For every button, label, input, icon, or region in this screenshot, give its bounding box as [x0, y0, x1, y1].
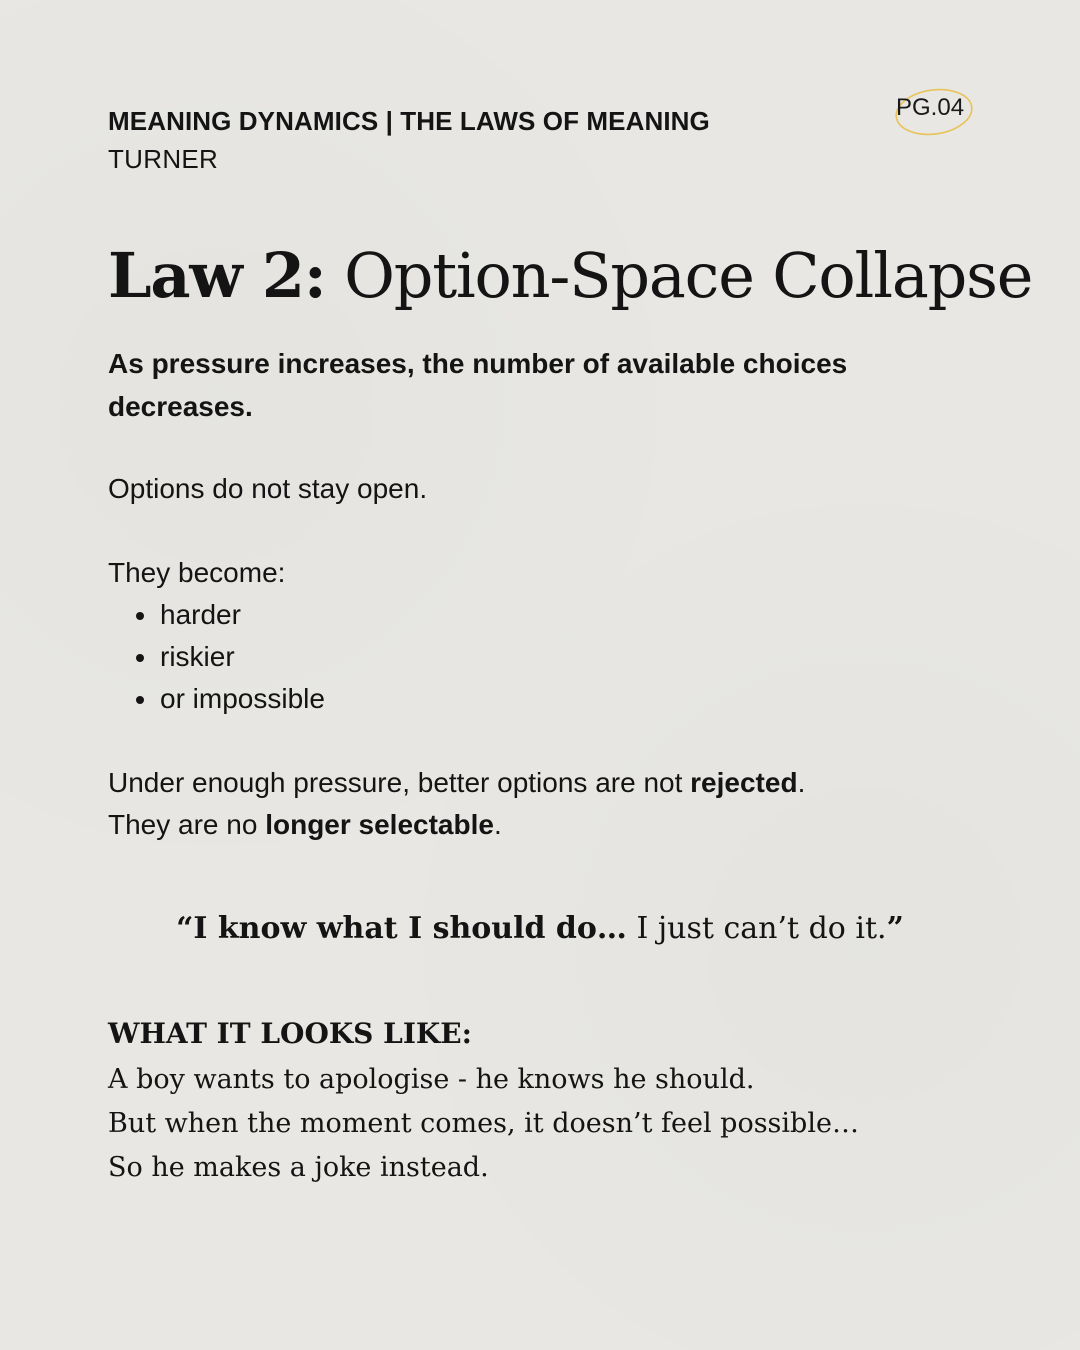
- options-line: Options do not stay open.: [108, 473, 428, 504]
- example-line: But when the moment comes, it doesn’t feel possible…: [108, 1108, 859, 1139]
- page-badge: [894, 86, 978, 134]
- list-item-text: or impossible: [160, 683, 325, 714]
- list-item-text: harder: [160, 599, 241, 630]
- bullet-icon: [136, 654, 144, 662]
- example-line: So he makes a joke instead.: [108, 1152, 489, 1183]
- author-name: TURNER: [108, 144, 219, 174]
- series-title: MEANING DYNAMICS | THE LAWS OF MEANING: [108, 106, 710, 136]
- quote-closing-mark: ”: [886, 911, 904, 946]
- bullet-icon: [136, 612, 144, 620]
- no-longer-emphasis: longer selectable: [265, 809, 494, 840]
- under-pressure-text: Under enough pressure, better options are not: [108, 767, 691, 798]
- under-pressure-emphasis: rejected: [690, 767, 798, 798]
- bullet-icon: [136, 696, 144, 704]
- law-statement: As pressure increases, the number of available choices decreases.: [108, 348, 848, 422]
- example-heading: WHAT IT LOOKS LIKE:: [108, 1017, 472, 1050]
- under-pressure-line: [108, 762, 805, 804]
- become-line: They become:: [108, 557, 286, 588]
- law-title: [108, 236, 1032, 316]
- list-item: [108, 636, 325, 678]
- quote-light-part: I just can’t do it.: [626, 911, 887, 946]
- no-longer-line: [108, 804, 502, 846]
- example-line: A boy wants to apologise - he knows he should.: [108, 1064, 755, 1095]
- page-number: PG.04: [896, 94, 965, 121]
- no-longer-text: They are no: [108, 809, 266, 840]
- law-name: Option-Space Collapse: [344, 239, 1033, 312]
- list-item-text: riskier: [160, 641, 235, 672]
- outcome-list: [108, 594, 325, 720]
- no-longer-end: .: [493, 809, 502, 840]
- list-item: [108, 594, 325, 636]
- quote-bold-part: “I know what I should do…: [176, 911, 627, 946]
- pull-quote: [0, 906, 1080, 952]
- law-label: Law 2:: [108, 239, 326, 312]
- list-item: [108, 678, 325, 720]
- under-pressure-end: .: [797, 767, 806, 798]
